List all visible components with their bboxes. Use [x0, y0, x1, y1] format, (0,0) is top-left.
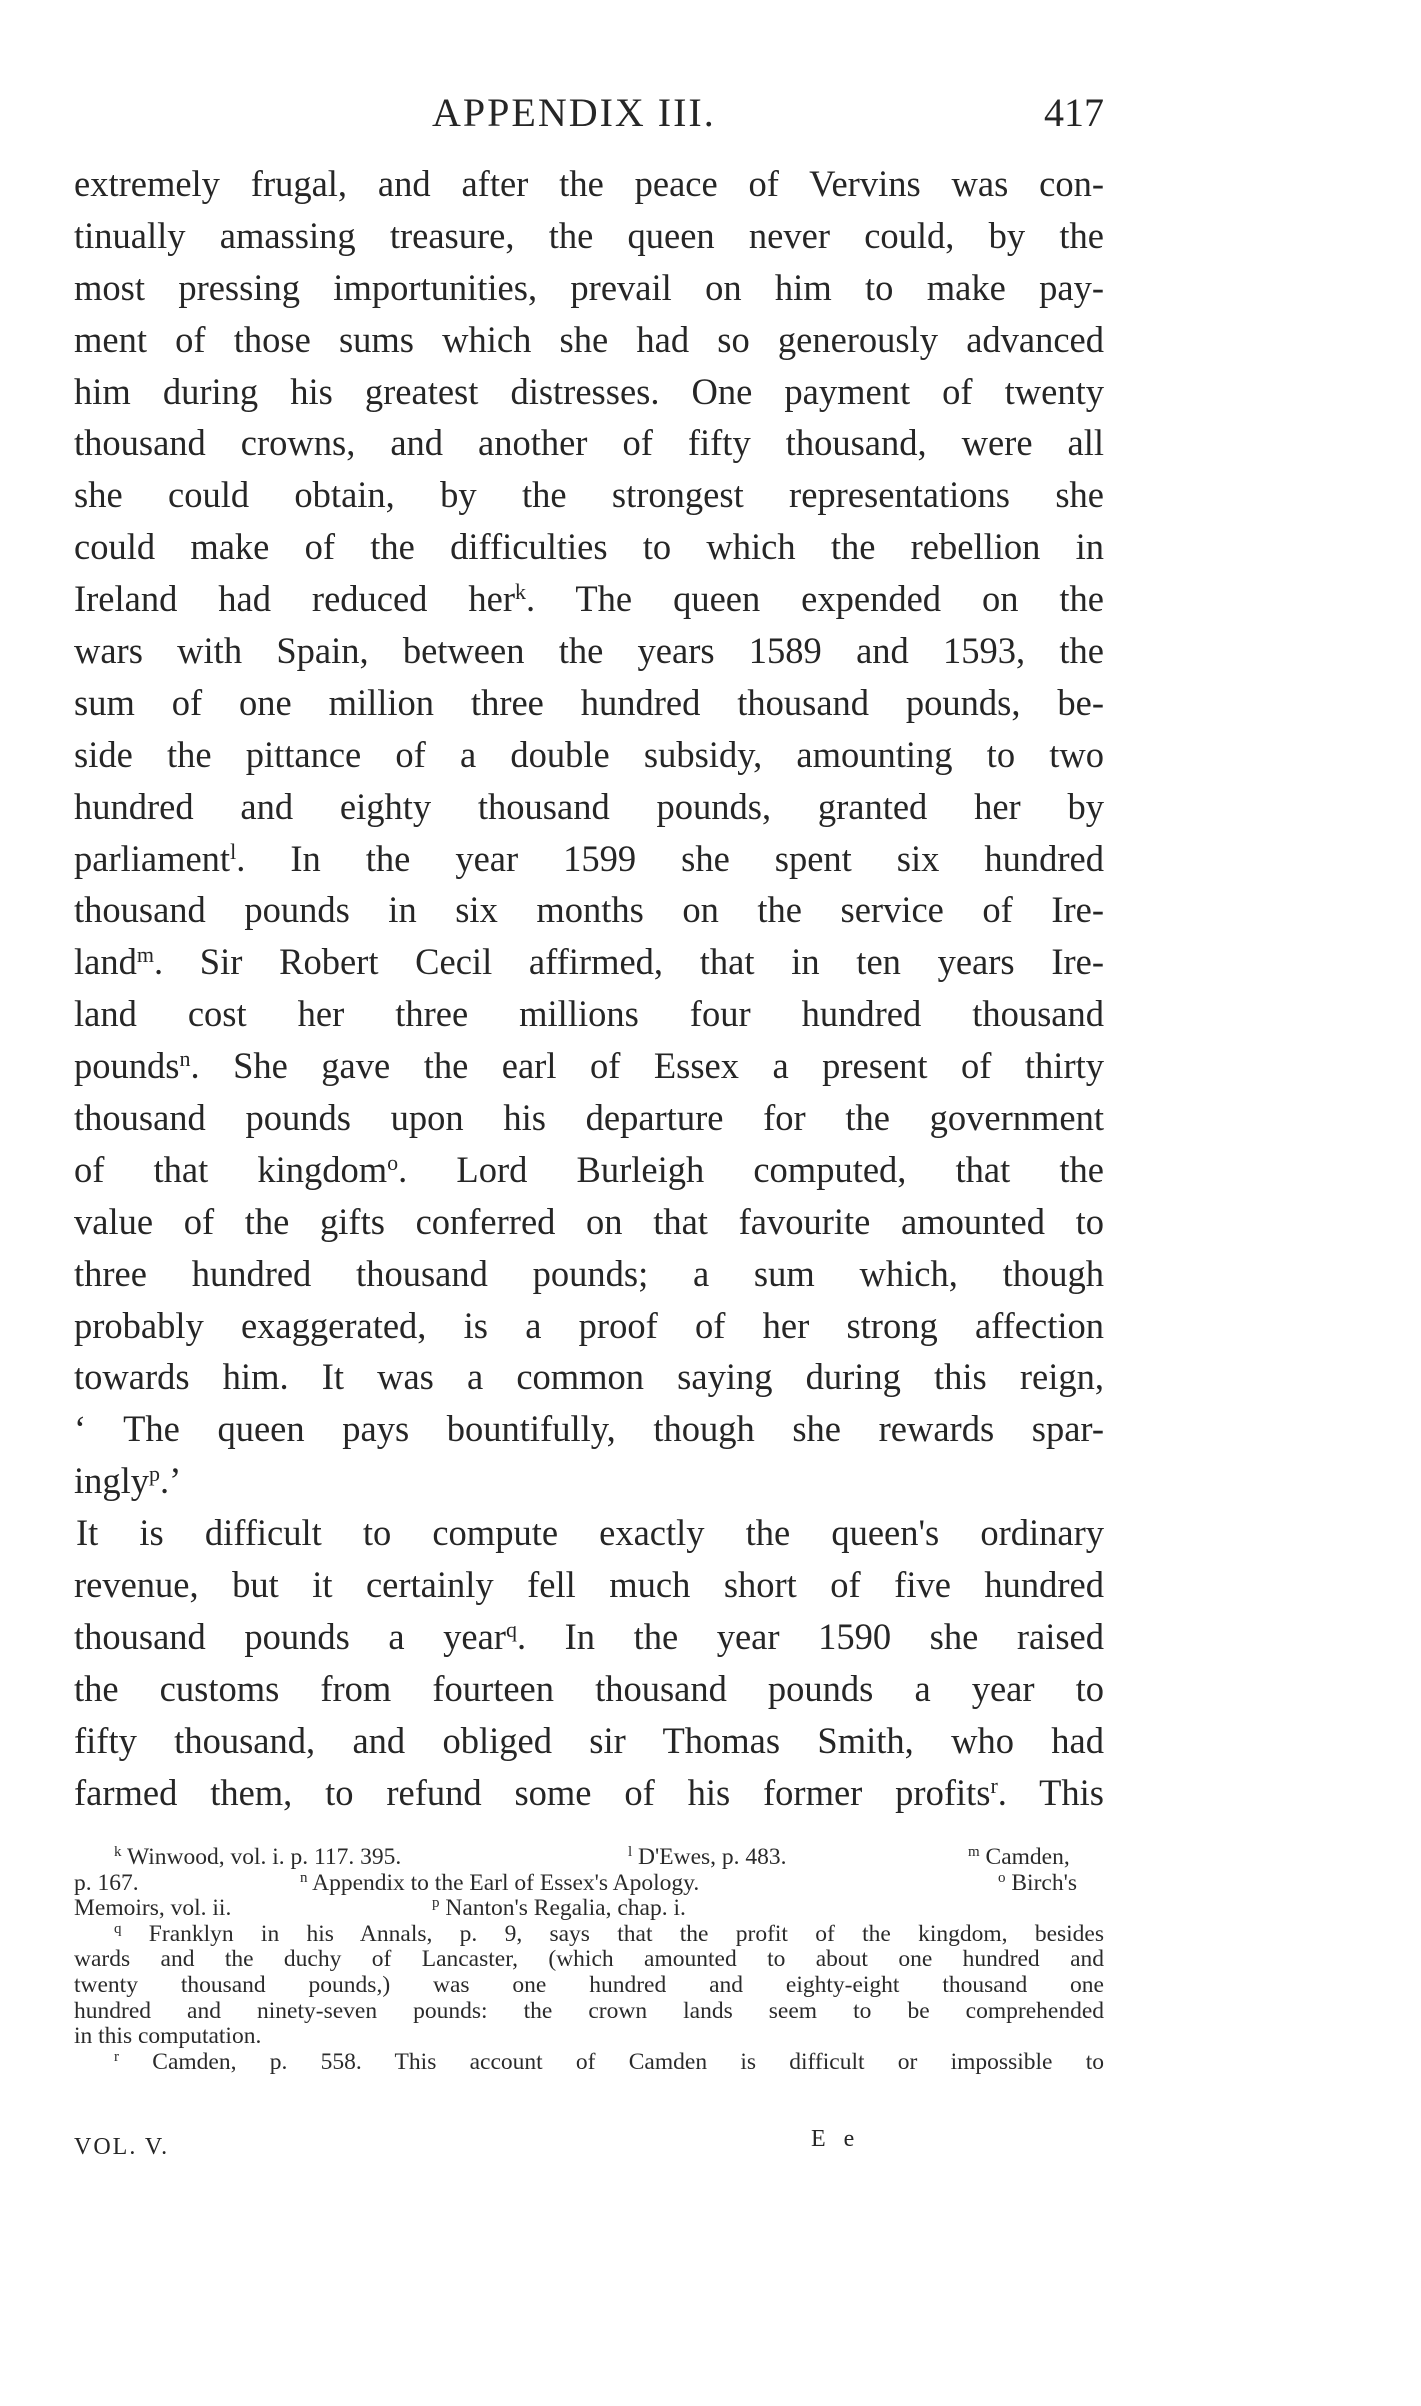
text-segment: . She gave the earl of Essex a present of thirty	[190, 1045, 1104, 1087]
text-line: revenue, but it certainly fell much short of five hundred	[74, 1564, 1104, 1606]
footnotes	[74, 1845, 1104, 2075]
footnote-ref-o[interactable]: o	[387, 1149, 399, 1175]
footnote-line: wards and the duchy of Lancaster, (which amounted to about one hundred and	[74, 1946, 1104, 1973]
text-line: wars with Spain, between the years 1589 and 1593, the	[74, 630, 1104, 672]
text-line: side the pittance of a double subsidy, amounting to two	[74, 733, 1104, 775]
text-line	[74, 573, 1104, 625]
footnote-text: Camden, p. 558. This account of Camden is difficult or impossible to	[152, 2048, 1104, 2075]
text-segment: . Lord Burleigh computed, that the	[398, 1148, 1104, 1190]
footnote-o-cont: Memoirs, vol. ii.	[74, 1895, 232, 1922]
footnote-q	[74, 1922, 1104, 1948]
footnote-k	[114, 1845, 401, 1871]
footnote-ref-k[interactable]: k	[514, 579, 526, 605]
footnote-text: Birch's	[1011, 1869, 1077, 1896]
signature-mark: E e	[811, 2126, 861, 2152]
footnote-text: D'Ewes, p. 483.	[638, 1844, 787, 1870]
text-segment: .’	[160, 1460, 182, 1502]
text-segment: Ireland had reduced her	[74, 578, 515, 620]
text-line: fifty thousand, and obliged sir Thomas Smith, who had	[74, 1719, 1104, 1761]
footnote-n	[300, 1871, 699, 1897]
footnote-text: Nanton's Regalia, chap. i.	[445, 1895, 686, 1922]
text-line	[74, 936, 1104, 988]
text-line: tinually amassing treasure, the queen never could, by the	[74, 214, 1104, 256]
footnote-m-cont: p. 167.	[74, 1869, 139, 1896]
footnote-marker: r	[114, 2048, 119, 2065]
text-line	[74, 1455, 1104, 1507]
text-line: extremely frugal, and after the peace of Vervins was con-	[74, 163, 1104, 204]
text-line: three hundred thousand pounds; a sum which, though	[74, 1252, 1104, 1294]
text-line	[74, 1611, 1104, 1663]
text-line: ment of those sums which she had so generously advanced	[74, 318, 1104, 360]
footnote-p	[432, 1896, 686, 1922]
footnote-text: Appendix to the Earl of Essex's Apology.	[312, 1869, 700, 1896]
text-segment: farmed them, to refund some of his former profits	[74, 1771, 991, 1813]
footnote-row	[74, 1845, 1104, 1871]
text-line: value of the gifts conferred on that favourite amounted to	[74, 1200, 1104, 1242]
text-line: the customs from fourteen thousand pounds a year to	[74, 1667, 1104, 1709]
text-line: him during his greatest distresses. One payment of twenty	[74, 370, 1104, 412]
footnote-ref-r[interactable]: r	[990, 1772, 998, 1798]
text-line: thousand crowns, and another of fifty thousand, were all	[74, 422, 1104, 464]
text-line	[74, 1040, 1104, 1092]
footnote-line: twenty thousand pounds,) was one hundred and eighty-eight thousand one	[74, 1971, 1104, 1998]
page-number: 417	[1044, 90, 1104, 135]
text-line: probably exaggerated, is a proof of her strong affection	[74, 1304, 1104, 1346]
footnote-text: Winwood, vol. i. p. 117. 395.	[126, 1844, 402, 1870]
footnote-marker: n	[300, 1869, 308, 1886]
footnote-o	[998, 1871, 1077, 1897]
page-header	[74, 88, 1104, 138]
text-line: towards him. It was a common saying during this reign,	[74, 1356, 1104, 1398]
text-line: ‘ The queen pays bountifully, though she rewards spar-	[74, 1408, 1104, 1450]
footnote-l	[628, 1845, 787, 1871]
footnote-line: hundred and ninety-seven pounds: the crown lands seem to be comprehended	[74, 1997, 1104, 2024]
footnote-marker: k	[114, 1844, 122, 1860]
footnote-marker: o	[998, 1869, 1006, 1886]
text-line: could make of the difficulties to which the rebellion in	[74, 526, 1104, 568]
text-line: she could obtain, by the strongest representations she	[74, 474, 1104, 516]
footnote-row	[74, 1896, 1104, 1922]
text-line: sum of one million three hundred thousand pounds, be-	[74, 681, 1104, 723]
main-text	[74, 158, 1104, 1819]
text-segment: . In the year 1590 she raised	[516, 1615, 1105, 1657]
footnote-ref-q[interactable]: q	[505, 1616, 517, 1642]
footnote-m	[968, 1845, 1070, 1871]
text-line: land cost her three millions four hundred thousand	[74, 993, 1104, 1035]
text-segment: . Sir Robert Cecil affirmed, that in ten years Ire-	[153, 941, 1104, 983]
text-line	[74, 1767, 1104, 1819]
footnote-row	[74, 1871, 1104, 1897]
text-segment: pounds	[74, 1045, 180, 1087]
footnote-marker: p	[432, 1895, 440, 1912]
text-line: hundred and eighty thousand pounds, granted her by	[74, 785, 1104, 827]
footnote-r	[74, 2050, 1104, 2076]
footnote-text: Franklyn in his Annals, p. 9, says that the profit of the kingdom, besides	[148, 1920, 1105, 1947]
text-segment: of that kingdom	[74, 1148, 388, 1190]
text-line	[74, 833, 1104, 885]
text-line: thousand pounds upon his departure for the government	[74, 1097, 1104, 1139]
running-title: APPENDIX III.	[432, 90, 716, 135]
footnote-marker: q	[114, 1920, 122, 1937]
text-segment: land	[74, 941, 137, 983]
text-line: It is difficult to compute exactly the queen's ordinary	[76, 1512, 1104, 1554]
footnote-ref-m[interactable]: m	[136, 942, 154, 968]
volume-label: VOL. V.	[74, 2134, 170, 2160]
text-segment: . The queen expended on the	[525, 578, 1104, 620]
text-segment: . This	[997, 1771, 1104, 1813]
page-footer	[74, 2126, 1104, 2174]
text-line: thousand pounds in six months on the service of Ire-	[74, 889, 1104, 931]
text-segment: ingly	[74, 1460, 150, 1502]
footnote-ref-n[interactable]: n	[179, 1046, 191, 1072]
text-segment: parliament	[74, 837, 231, 879]
text-line	[74, 1144, 1104, 1196]
text-segment: thousand pounds a year	[74, 1615, 506, 1657]
footnote-ref-p[interactable]: p	[149, 1461, 161, 1487]
footnote-line: in this computation.	[74, 2023, 262, 2050]
footnote-ref-l[interactable]: l	[230, 838, 237, 864]
footnote-text: Camden,	[985, 1844, 1070, 1870]
footnote-marker: m	[968, 1844, 980, 1860]
text-segment: . In the year 1599 she spent six hundred	[236, 837, 1104, 879]
footnote-marker: l	[628, 1844, 633, 1860]
text-line: most pressing importunities, prevail on him to make pay-	[74, 266, 1104, 308]
